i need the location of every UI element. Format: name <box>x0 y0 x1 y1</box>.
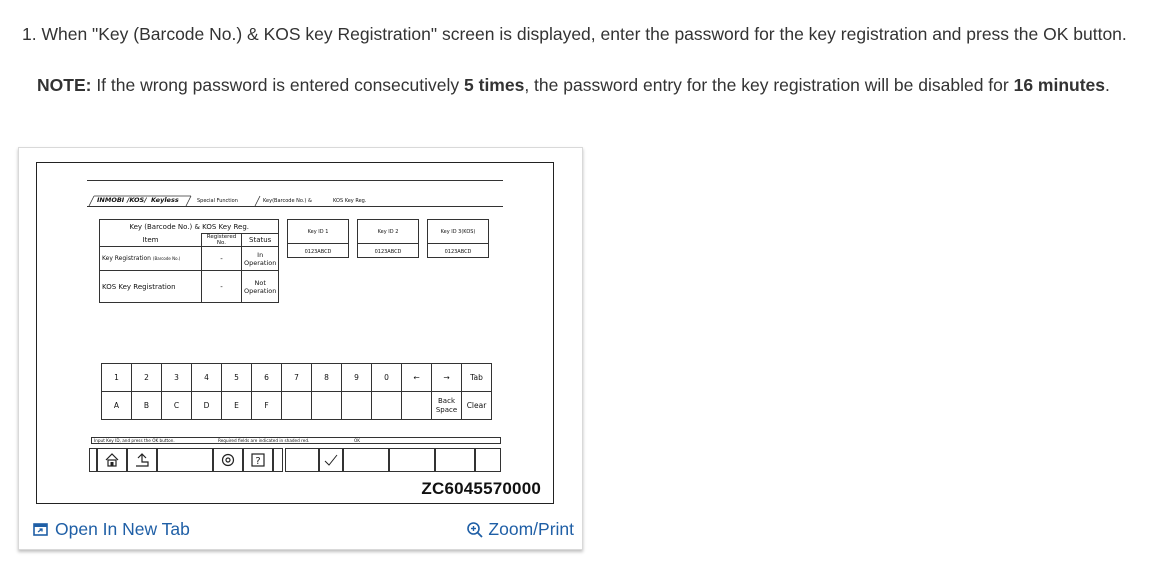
note-text-1: If the wrong password is entered consecutively <box>91 75 465 95</box>
toolbar-empty-2 <box>285 448 319 472</box>
toolbar-empty-4 <box>389 448 435 472</box>
toolbar-empty-5 <box>435 448 475 472</box>
key-blank-3[interactable] <box>342 392 372 420</box>
zoom-print-label: Zoom/Print <box>488 519 574 539</box>
status-table <box>99 219 279 303</box>
row-key-registration: Key Registration (Barcode No.) <box>100 247 202 271</box>
input-hint-text: Input Key ID, and press the OK button. <box>94 438 175 443</box>
key-7[interactable]: 7 <box>282 364 312 392</box>
tab-kos[interactable]: /KOS/ <box>127 196 147 204</box>
row1-registered-no: - <box>202 247 242 271</box>
gear-icon <box>220 452 236 468</box>
check-icon <box>323 453 339 467</box>
tab-key-barcode[interactable]: Key(Barcode No.) & <box>263 198 312 204</box>
row1-status: In Operation <box>242 247 279 271</box>
key-backspace[interactable]: Back Space <box>432 392 462 420</box>
toolbar-empty-3 <box>343 448 389 472</box>
figure-card <box>18 147 583 550</box>
tab-inmobi[interactable]: INMOBI <box>97 196 125 204</box>
new-tab-icon <box>33 523 49 537</box>
key-left-arrow[interactable]: ← <box>402 364 432 392</box>
key-blank-2[interactable] <box>312 392 342 420</box>
row2-registered-no: - <box>202 271 242 303</box>
table-title: Key (Barcode No.) & KOS Key Reg. <box>100 220 279 234</box>
col-header-item: Item <box>100 234 202 247</box>
svg-text:?: ? <box>255 456 261 467</box>
key-f[interactable]: F <box>252 392 282 420</box>
screen-toolbar <box>87 448 503 472</box>
open-in-new-tab-label: Open In New Tab <box>55 519 190 539</box>
key-2[interactable]: 2 <box>132 364 162 392</box>
key-1[interactable]: 1 <box>102 364 132 392</box>
toolbar-empty-6 <box>475 448 501 472</box>
toolbar-left-edge <box>89 448 97 472</box>
key-id-1-value: 0123ABCD <box>304 249 332 255</box>
note-text-3: . <box>1105 75 1110 95</box>
key-id-3-box <box>427 219 489 258</box>
key-8[interactable]: 8 <box>312 364 342 392</box>
note-label: NOTE: <box>37 75 92 95</box>
home-icon <box>104 452 120 468</box>
toolbar-empty-1 <box>157 448 213 472</box>
settings-button[interactable] <box>213 448 243 472</box>
key-id-1-label: Key ID 1 <box>288 220 348 244</box>
key-id-3-value: 0123ABCD <box>444 249 472 255</box>
key-id-1-box <box>287 219 349 258</box>
key-0[interactable]: 0 <box>372 364 402 392</box>
key-3[interactable]: 3 <box>162 364 192 392</box>
return-icon <box>134 452 150 468</box>
col-header-status: Status <box>242 234 279 247</box>
keypad <box>101 363 492 420</box>
tab-keyless[interactable]: Keyless <box>151 196 179 204</box>
key-id-3-label: Key ID 3(KOS) <box>428 220 488 244</box>
key-e[interactable]: E <box>222 392 252 420</box>
step-1-instruction: 1. When "Key (Barcode No.) & KOS key Registration" screen is displayed, enter the password for the key registration and press the OK button. <box>22 24 1127 44</box>
figure-code: ZC6045570000 <box>421 479 541 498</box>
key-d[interactable]: D <box>192 392 222 420</box>
key-id-2-box <box>357 219 419 258</box>
row2-status: Not Operation <box>242 271 279 303</box>
screen-tabbar <box>87 195 503 207</box>
home-button[interactable] <box>97 448 127 472</box>
key-a[interactable]: A <box>102 392 132 420</box>
required-hint-text: Required fields are indicated in shaded red. <box>218 438 310 443</box>
key-c[interactable]: C <box>162 392 192 420</box>
toolbar-divider <box>273 448 283 472</box>
key-id-2-value: 0123ABCD <box>374 249 402 255</box>
screen-diagram <box>87 180 503 472</box>
open-in-new-tab-link[interactable] <box>33 519 190 540</box>
key-b[interactable]: B <box>132 392 162 420</box>
key-id-2-label: Key ID 2 <box>358 220 418 244</box>
key-blank-1[interactable] <box>282 392 312 420</box>
zoom-print-link[interactable] <box>466 519 574 540</box>
back-button[interactable] <box>127 448 157 472</box>
zoom-in-icon <box>466 521 484 539</box>
note-duration: 16 minutes <box>1013 75 1106 95</box>
ok-button[interactable] <box>319 448 343 472</box>
key-blank-4[interactable] <box>372 392 402 420</box>
col-header-registered: Registered No. <box>202 234 242 247</box>
note-text-2: , the password entry for the key registration will be disabled for <box>524 75 1014 95</box>
ok-hint-text: OK <box>354 438 361 443</box>
tab-special-function[interactable]: Special Function <box>197 198 238 204</box>
key-6[interactable]: 6 <box>252 364 282 392</box>
tab-kos-key-reg[interactable]: KOS Key Reg. <box>333 198 367 204</box>
screen-header <box>87 180 503 207</box>
input-hint-bar <box>91 437 501 444</box>
key-5[interactable]: 5 <box>222 364 252 392</box>
figure-footer <box>19 515 582 545</box>
figure-frame <box>36 162 554 504</box>
note-paragraph <box>37 75 1110 96</box>
help-button[interactable] <box>243 448 273 472</box>
key-tab[interactable]: Tab <box>462 364 492 392</box>
help-icon <box>250 452 266 468</box>
note-attempts: 5 times <box>464 75 525 95</box>
key-right-arrow[interactable]: → <box>432 364 462 392</box>
key-9[interactable]: 9 <box>342 364 372 392</box>
key-4[interactable]: 4 <box>192 364 222 392</box>
row-kos-key-registration: KOS Key Registration <box>100 271 202 303</box>
key-clear[interactable]: Clear <box>462 392 492 420</box>
key-blank-5[interactable] <box>402 392 432 420</box>
